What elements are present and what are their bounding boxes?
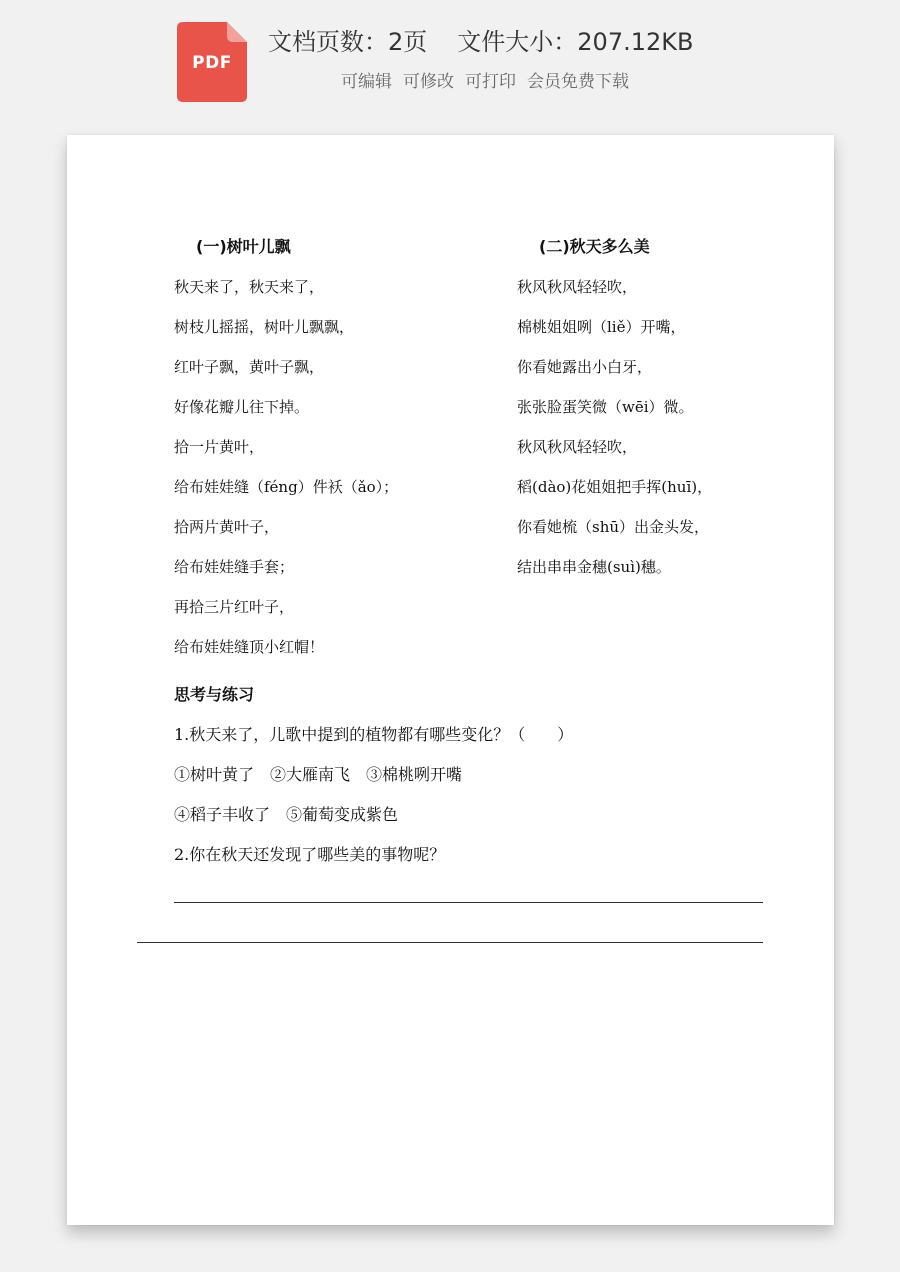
- pdf-file-icon: [177, 22, 247, 102]
- feature-editable: 可编辑: [341, 72, 392, 92]
- poem-line: 你看她梳（shū）出金头发，: [517, 518, 710, 536]
- file-meta: [268, 22, 693, 57]
- question-2: 2.你在秋天还发现了哪些美的事物呢？: [174, 845, 446, 864]
- poem-line: 好像花瓣儿往下掉。: [174, 398, 310, 416]
- poem-line: 秋风秋风轻轻吹，: [517, 278, 638, 296]
- poem-title-leaves: (一)树叶儿飘: [196, 237, 291, 256]
- poem-line: 秋天来了，秋天来了，: [174, 278, 325, 296]
- poem-title-autumn: (二)秋天多么美: [539, 237, 650, 256]
- feature-printable: 可打印: [465, 72, 516, 92]
- poem-line: 树枝儿摇摇，树叶儿飘飘，: [174, 318, 355, 336]
- exercise-heading: 思考与练习: [174, 685, 255, 704]
- file-info-header: [0, 0, 900, 120]
- answer-line: [137, 942, 763, 943]
- poem-line: 给布娃娃缝（féng）件袄（ǎo）；: [174, 478, 399, 496]
- poem-line: 再拾三片红叶子，: [174, 598, 295, 616]
- poem-line: 结出串串金穗(suì)穗。: [517, 558, 671, 576]
- poem-autumn-column: [517, 235, 817, 595]
- poem-line: 你看她露出小白牙，: [517, 358, 653, 376]
- file-size: 文件大小：207.12KB: [457, 28, 694, 56]
- poem-line: 拾两片黄叶子，: [174, 518, 280, 536]
- feature-member-download: 会员免费下载: [527, 72, 629, 92]
- question-1: 1.秋天来了，儿歌中提到的植物都有哪些变化？（ ）: [174, 725, 574, 744]
- poem-line: 给布娃娃缝手套；: [174, 558, 295, 576]
- poem-line: 秋风秋风轻轻吹，: [517, 438, 638, 456]
- pdf-icon-label: PDF: [192, 53, 232, 73]
- feature-modifiable: 可修改: [403, 72, 454, 92]
- poem-line: 拾一片黄叶，: [174, 438, 265, 456]
- document-page: [67, 135, 834, 1225]
- page-count: 文档页数：2页: [268, 28, 428, 56]
- question-1-options-a: ①树叶黄了 ②大雁南飞 ③棉桃咧开嘴: [174, 765, 463, 784]
- poem-line: 稻(dào)花姐姐把手挥(huī)，: [517, 478, 713, 496]
- poem-line: 给布娃娃缝顶小红帽！: [174, 638, 325, 656]
- poem-leaves-column: [174, 235, 474, 675]
- exercise-section: [174, 683, 774, 883]
- poem-line: 红叶子飘，黄叶子飘，: [174, 358, 325, 376]
- question-1-options-b: ④稻子丰收了 ⑤葡萄变成紫色: [174, 805, 399, 824]
- answer-line: [174, 902, 763, 903]
- poem-line: 棉桃姐姐咧（liě）开嘴，: [517, 318, 686, 336]
- poem-line: 张张脸蛋笑微（wēi）微。: [517, 398, 694, 416]
- file-features: [341, 67, 640, 92]
